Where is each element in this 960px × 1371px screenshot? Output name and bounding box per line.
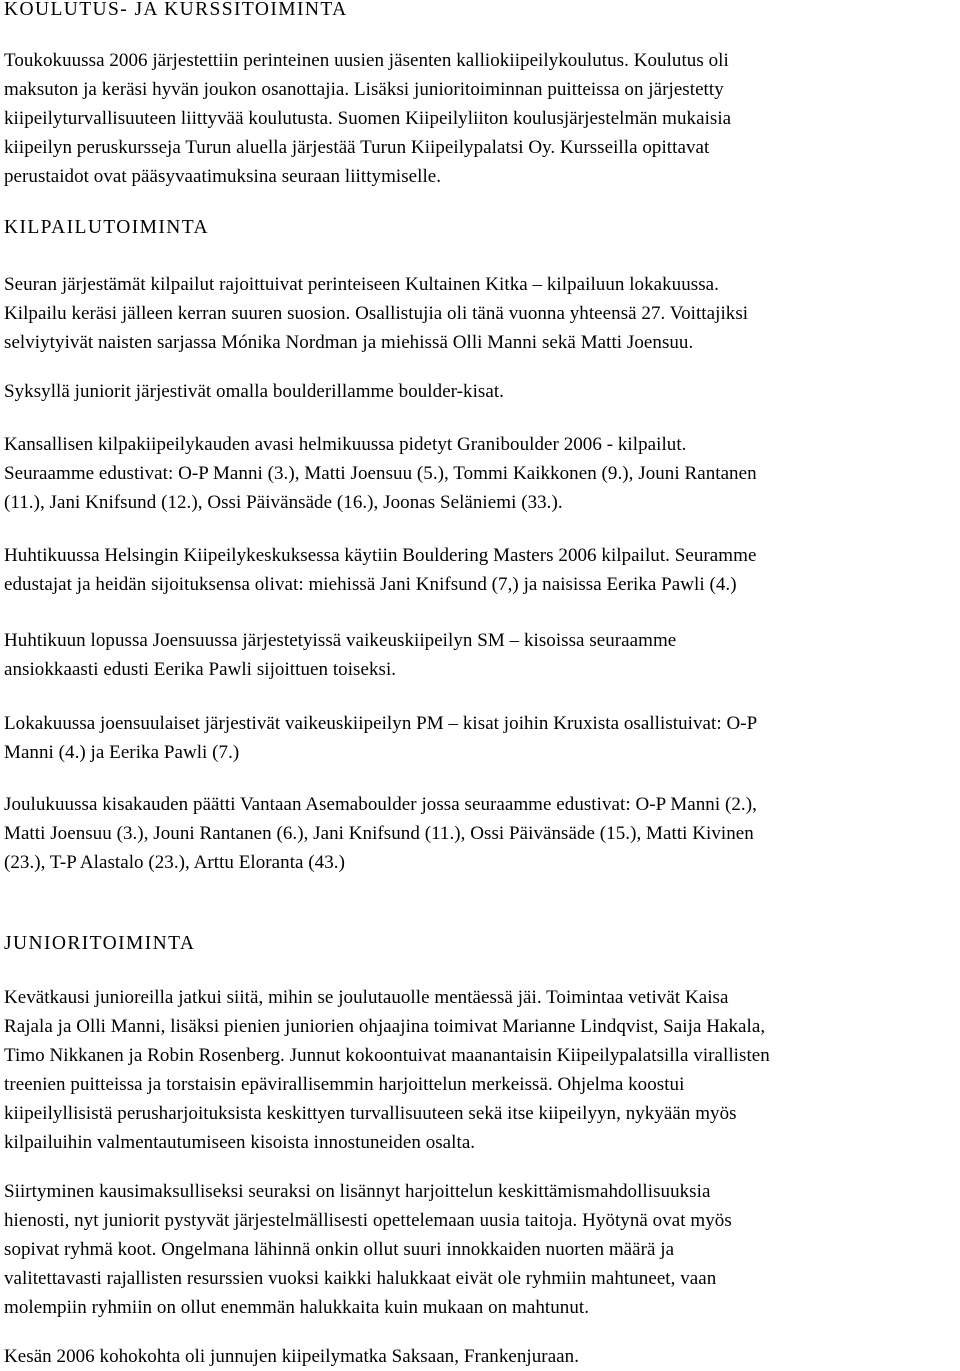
text-line: Toukokuussa 2006 järjestettiin perinteinen uusien jäsenten kalliokiipeilykoulutus. Koulutus oli	[4, 50, 729, 71]
paragraph-kausimaksu	[4, 1177, 956, 1322]
text-line: kiipeilyturvallisuuteen liittyvää koulutusta. Suomen Kiipeilyliiton koulusjärjestelmän mukaisia	[4, 108, 732, 129]
paragraph-koulutus	[4, 46, 956, 191]
text-line: kilpailuihin valmentautumiseen kisoista innostuneiden osalta.	[4, 1132, 476, 1153]
paragraph-asemaboulder	[4, 790, 956, 877]
text-line: Kesän 2006 kohokohta oli junnujen kiipeilymatka Saksaan, Frankenjuraan.	[4, 1346, 580, 1367]
text-line: Huhtikuun lopussa Joensuussa järjestetyissä vaikeuskiipeilyn SM – kisoissa seuraamme	[4, 630, 677, 651]
text-line: Kansallisen kilpakiipeilykauden avasi helmikuussa pidetyt Graniboulder 2006 - kilpailut.	[4, 434, 687, 455]
text-line: edustajat ja heidän sijoituksensa olivat: miehissä Jani Knifsund (7,) ja naisissa Eerika Pawli (4.)	[4, 574, 737, 595]
paragraph-sm-kisat	[4, 626, 956, 684]
paragraph-bouldering-masters	[4, 541, 956, 599]
heading-kilpailutoiminta: KILPAILUTOIMINTA	[4, 217, 209, 238]
paragraph-graniboulder	[4, 430, 956, 517]
paragraph-kultainen-kitka	[4, 270, 956, 357]
text-line: treenien puitteissa ja torstaisin epävirallisemmin harjoittelun merkeissä. Ohjelma koostui	[4, 1074, 685, 1095]
text-line: (23.), T-P Alastalo (23.), Arttu Eloranta (43.)	[4, 852, 345, 873]
text-line: hienosti, nyt juniorit pystyvät järjestelmällisesti opettelemaan uusia taitoja. Hyötynä ovat myös	[4, 1210, 732, 1231]
text-line: Matti Joensuu (3.), Jouni Rantanen (6.), Jani Knifsund (11.), Ossi Päivänsäde (15.), Matti Kivinen	[4, 823, 754, 844]
text-line: Rajala ja Olli Manni, lisäksi pienien juniorien ohjaajina toimivat Marianne Lindqvist, Saija Hakala,	[4, 1016, 766, 1037]
text-line: Seuraamme edustivat: O-P Manni (3.), Matti Joensuu (5.), Tommi Kaikkonen (9.), Jouni Rantanen	[4, 463, 757, 484]
text-line: Siirtyminen kausimaksulliseksi seuraksi on lisännyt harjoittelun keskittämismahdollisuuksia	[4, 1181, 711, 1202]
text-line: ansiokkaasti edusti Eerika Pawli sijoittuen toiseksi.	[4, 659, 397, 680]
text-line: sopivat ryhmä koot. Ongelmana lähinnä onkin ollut suuri innokkaiden nuorten määrä ja	[4, 1239, 675, 1260]
text-line: perustaidot ovat pääsyvaatimuksina seuraan liittymiselle.	[4, 166, 442, 187]
paragraph-kevatkausi	[4, 983, 956, 1157]
text-line: Kevätkausi junioreilla jatkui siitä, mihin se joulutauolle mentäessä jäi. Toimintaa vetivät Kaisa	[4, 987, 729, 1008]
paragraph-pm-kisat	[4, 709, 956, 767]
heading-koulutus: KOULUTUS- JA KURSSITOIMINTA	[4, 0, 348, 20]
text-line: selviytyivät naisten sarjassa Mónika Nordman ja miehissä Olli Manni sekä Matti Joensuu.	[4, 332, 694, 353]
text-line: (11.), Jani Knifsund (12.), Ossi Päivänsäde (16.), Joonas Seläniemi (33.).	[4, 492, 563, 513]
text-line: kiipeilyn peruskursseja Turun aluella järjestää Turun Kiipeilypalatsi Oy. Kursseilla opittavat	[4, 137, 710, 158]
text-line: Joulukuussa kisakauden päätti Vantaan Asemaboulder jossa seuraamme edustivat: O-P Manni (2.),	[4, 794, 757, 815]
text-line: molempiin ryhmiin on ollut enemmän halukkaita kuin mukaan on mahtunut.	[4, 1297, 590, 1318]
text-line: valitettavasti rajallisten resurssien vuoksi kaikki halukkaat eivät ole ryhmiin mahtuneet, vaan	[4, 1268, 717, 1289]
text-line: Lokakuussa joensuulaiset järjestivät vaikeuskiipeilyn PM – kisat joihin Kruxista osallistuivat: O-P	[4, 713, 758, 734]
text-line: Seuran järjestämät kilpailut rajoittuivat perinteiseen Kultainen Kitka – kilpailuun lokakuussa.	[4, 274, 719, 295]
text-line: Huhtikuussa Helsingin Kiipeilykeskuksessa käytiin Bouldering Masters 2006 kilpailut. Seuramme	[4, 545, 757, 566]
heading-junioritoiminta: JUNIORITOIMINTA	[4, 933, 196, 954]
text-line: Timo Nikkanen ja Robin Rosenberg. Junnut kokoontuivat maanantaisin Kiipeilypalatsilla virallisten	[4, 1045, 770, 1066]
text-line: Syksyllä juniorit järjestivät omalla boulderillamme boulder-kisat.	[4, 381, 504, 402]
text-line: Manni (4.) ja Eerika Pawli (7.)	[4, 742, 240, 763]
text-line: Kilpailu keräsi jälleen kerran suuren suosion. Osallistujia oli tänä vuonna yhteensä 27. Voittajiksi	[4, 303, 749, 324]
text-line: kiipeilyllisistä perusharjoituksista keskittyen turvallisuuteen sekä itse kiipeilyyn, nykyään myös	[4, 1103, 737, 1124]
paragraph-boulder-kisat	[4, 377, 956, 406]
text-line: maksuton ja keräsi hyvän joukon osanottajia. Lisäksi junioritoiminnan puitteissa on järjestetty	[4, 79, 724, 100]
paragraph-kesa-2006	[4, 1342, 956, 1371]
